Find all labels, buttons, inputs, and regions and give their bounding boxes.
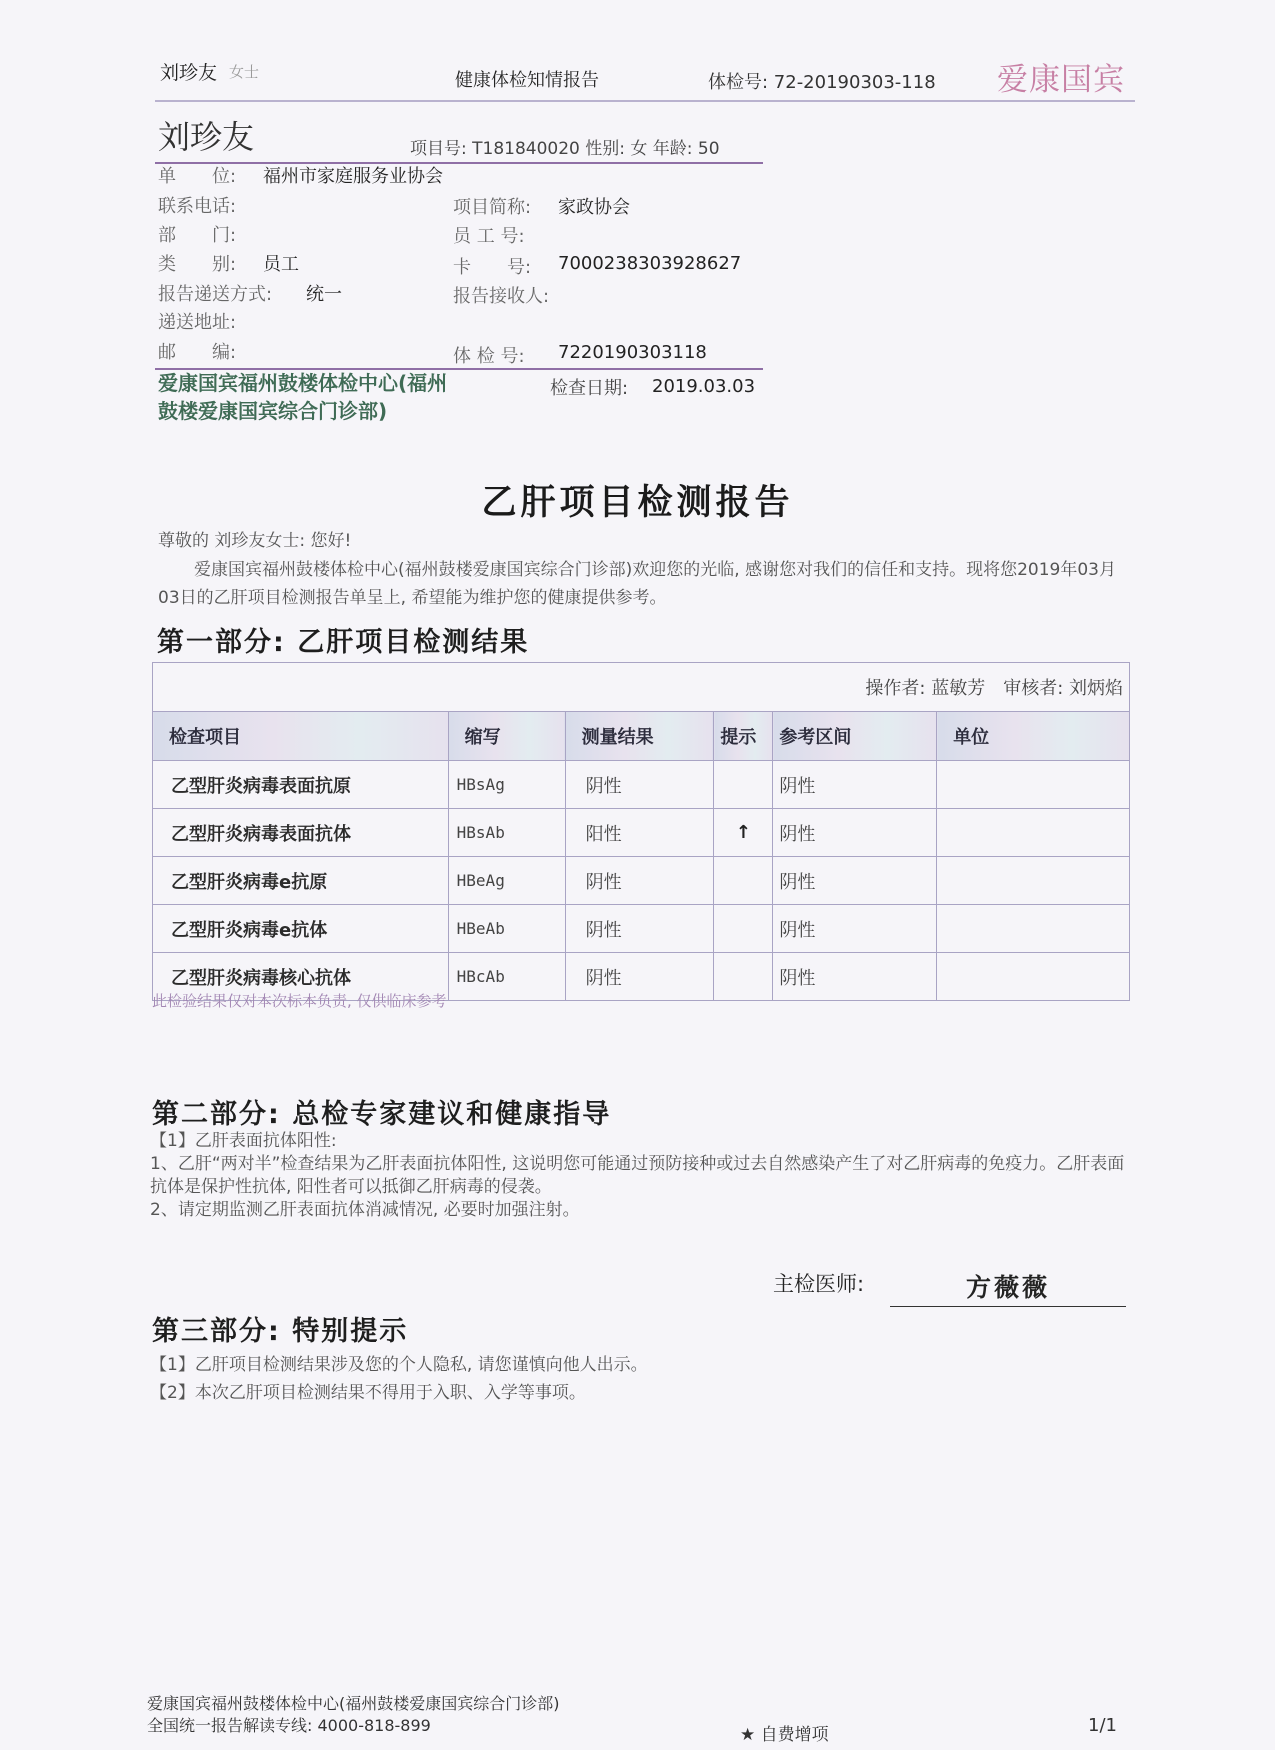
doctor-label: 主检医师: [773,1272,865,1296]
table-header-row [153,712,1130,761]
doctor-signature: 方薇薇 [890,1268,1126,1307]
advice-block [150,1130,1130,1222]
field-value-exam-no: 7220190303118 [558,342,707,363]
tip-item: 【2】本次乙肝项目检测结果不得用于入职、入学等事项。 [150,1383,586,1403]
section3-title: 第三部分: 特别提示 [152,1316,409,1347]
col-header-reference: 参考区间 [773,712,937,761]
cell-reference: 阴性 [773,809,937,857]
section2-title: 第二部分: 总检专家建议和健康指导 [152,1099,612,1130]
project-line: 项目号: T181840020 性别: 女 年龄: 50 [410,139,720,159]
advice-line: 1、乙肝“两对半”检查结果为乙肝表面抗体阳性, 这说明您可能通过预防接种或过去自然感染产生了对乙肝病毒的免疫力。乙肝表面抗体是保护性抗体, 阳性者可以抵御乙肝病毒的侵袭。 [150,1154,1125,1197]
section1-title: 第一部分: 乙肝项目检测结果 [157,627,530,658]
footer-info [147,1693,560,1737]
footer-center-name: 爱康国宾福州鼓楼体检中心(福州鼓楼爱康国宾综合门诊部) [147,1694,560,1713]
operator-row [153,663,1130,712]
field-label-card-no: 卡 号: [453,257,532,278]
field-label-receiver: 报告接收人: [453,286,550,307]
cell-hint [714,953,773,1001]
col-header-unit: 单位 [937,712,1130,761]
field-label-employee-no: 员 工 号: [453,226,525,247]
cell-result: 阴性 [565,905,714,953]
table-row [153,809,1130,857]
footer-hotline: 全国统一报告解读专线: 4000-818-899 [147,1716,431,1735]
field-label-project-short: 项目简称: [453,197,532,218]
cell-reference: 阴性 [773,857,937,905]
tip-item: 【1】乙肝项目检测结果涉及您的个人隐私, 请您谨慎向他人出示。 [150,1355,648,1375]
cell-unit [937,905,1130,953]
up-arrow-icon: ↑ [714,809,773,857]
brand-logo: 爱康国宾 [997,62,1125,98]
field-label-category: 类 别: [158,254,237,275]
intro-paragraph: 爱康国宾福州鼓楼体检中心(福州鼓楼爱康国宾综合门诊部)欢迎您的光临, 感谢您对我们的信任和支持。现将您2019年03月03日的乙肝项目检测报告单呈上, 希望能为维护您的健康提供参考。 [158,560,1116,608]
cell-abbr: HBcAb [448,953,565,1001]
field-label-address: 递送地址: [158,312,237,333]
header-honorific: 女士 [229,63,260,81]
operator-line: 操作者: 蓝敏芳 审核者: 刘炳焰 [153,663,1130,712]
results-disclaimer: 此检验结果仅对本次标本负责, 仅供临床参考 [152,992,447,1010]
header-divider [155,100,1135,102]
cell-hint [714,857,773,905]
greeting: 尊敬的 刘珍友女士: 您好! [158,531,352,551]
cell-abbr: HBeAg [448,857,565,905]
cell-unit [937,761,1130,809]
patient-big-name: 刘珍友 [158,118,255,156]
cell-item: 乙型肝炎病毒核心抗体 [153,953,449,1001]
cell-result: 阳性 [565,809,714,857]
cell-unit [937,953,1130,1001]
results-table [152,662,1130,1001]
table-row [153,857,1130,905]
page-number: 1/1 [1088,1715,1117,1736]
field-label-delivery: 报告递送方式: [158,284,273,305]
header-report-type: 健康体检知情报告 [455,70,599,91]
cell-unit [937,809,1130,857]
cell-abbr: HBeAb [448,905,565,953]
cell-item: 乙型肝炎病毒表面抗体 [153,809,449,857]
field-label-exam-no: 体 检 号: [453,346,525,367]
table-row [153,761,1130,809]
field-label-department: 部 门: [158,225,237,246]
info-top-divider [155,162,763,164]
col-header-item: 检查项目 [153,712,449,761]
field-value-project-short: 家政协会 [558,197,630,218]
cell-reference: 阴性 [773,761,937,809]
exam-center-name: 爱康国宾福州鼓楼体检中心(福州鼓楼爱康国宾综合门诊部) [158,371,448,423]
cell-reference: 阴性 [773,953,937,1001]
header-patient-name: 刘珍友 [160,62,218,84]
table-row [153,905,1130,953]
exam-date: 2019.03.03 [652,376,756,397]
field-value-delivery: 统一 [306,284,342,305]
field-label-unit: 单 位: [158,166,237,187]
advice-line: 2、请定期监测乙肝表面抗体消减情况, 必要时加强注射。 [150,1200,580,1220]
footer-star-note: ★ 自费增项 [740,1725,829,1745]
cell-abbr: HBsAg [448,761,565,809]
field-value-card-no: 7000238303928627 [558,253,742,274]
field-value-unit: 福州市家庭服务业协会 [263,166,443,187]
cell-item: 乙型肝炎病毒表面抗原 [153,761,449,809]
cell-item: 乙型肝炎病毒e抗体 [153,905,449,953]
cell-result: 阴性 [565,953,714,1001]
field-label-phone: 联系电话: [158,196,237,217]
cell-abbr: HBsAb [448,809,565,857]
cell-reference: 阴性 [773,905,937,953]
field-label-postcode: 邮 编: [158,342,237,363]
cell-hint [714,905,773,953]
field-value-category: 员工 [263,254,299,275]
col-header-abbr: 缩写 [448,712,565,761]
cell-hint [714,761,773,809]
col-header-hint: 提示 [714,712,773,761]
special-tips [150,1351,648,1407]
exam-date-label: 检查日期: [550,378,629,399]
cell-item: 乙型肝炎病毒e抗原 [153,857,449,905]
cell-result: 阴性 [565,761,714,809]
cell-result: 阴性 [565,857,714,905]
header-exam-number: 体检号: 72-20190303-118 [708,72,936,93]
report-title: 乙肝项目检测报告 [481,483,794,523]
advice-item-title: 【1】乙肝表面抗体阳性: [150,1131,337,1151]
cell-unit [937,857,1130,905]
col-header-result: 测量结果 [565,712,714,761]
